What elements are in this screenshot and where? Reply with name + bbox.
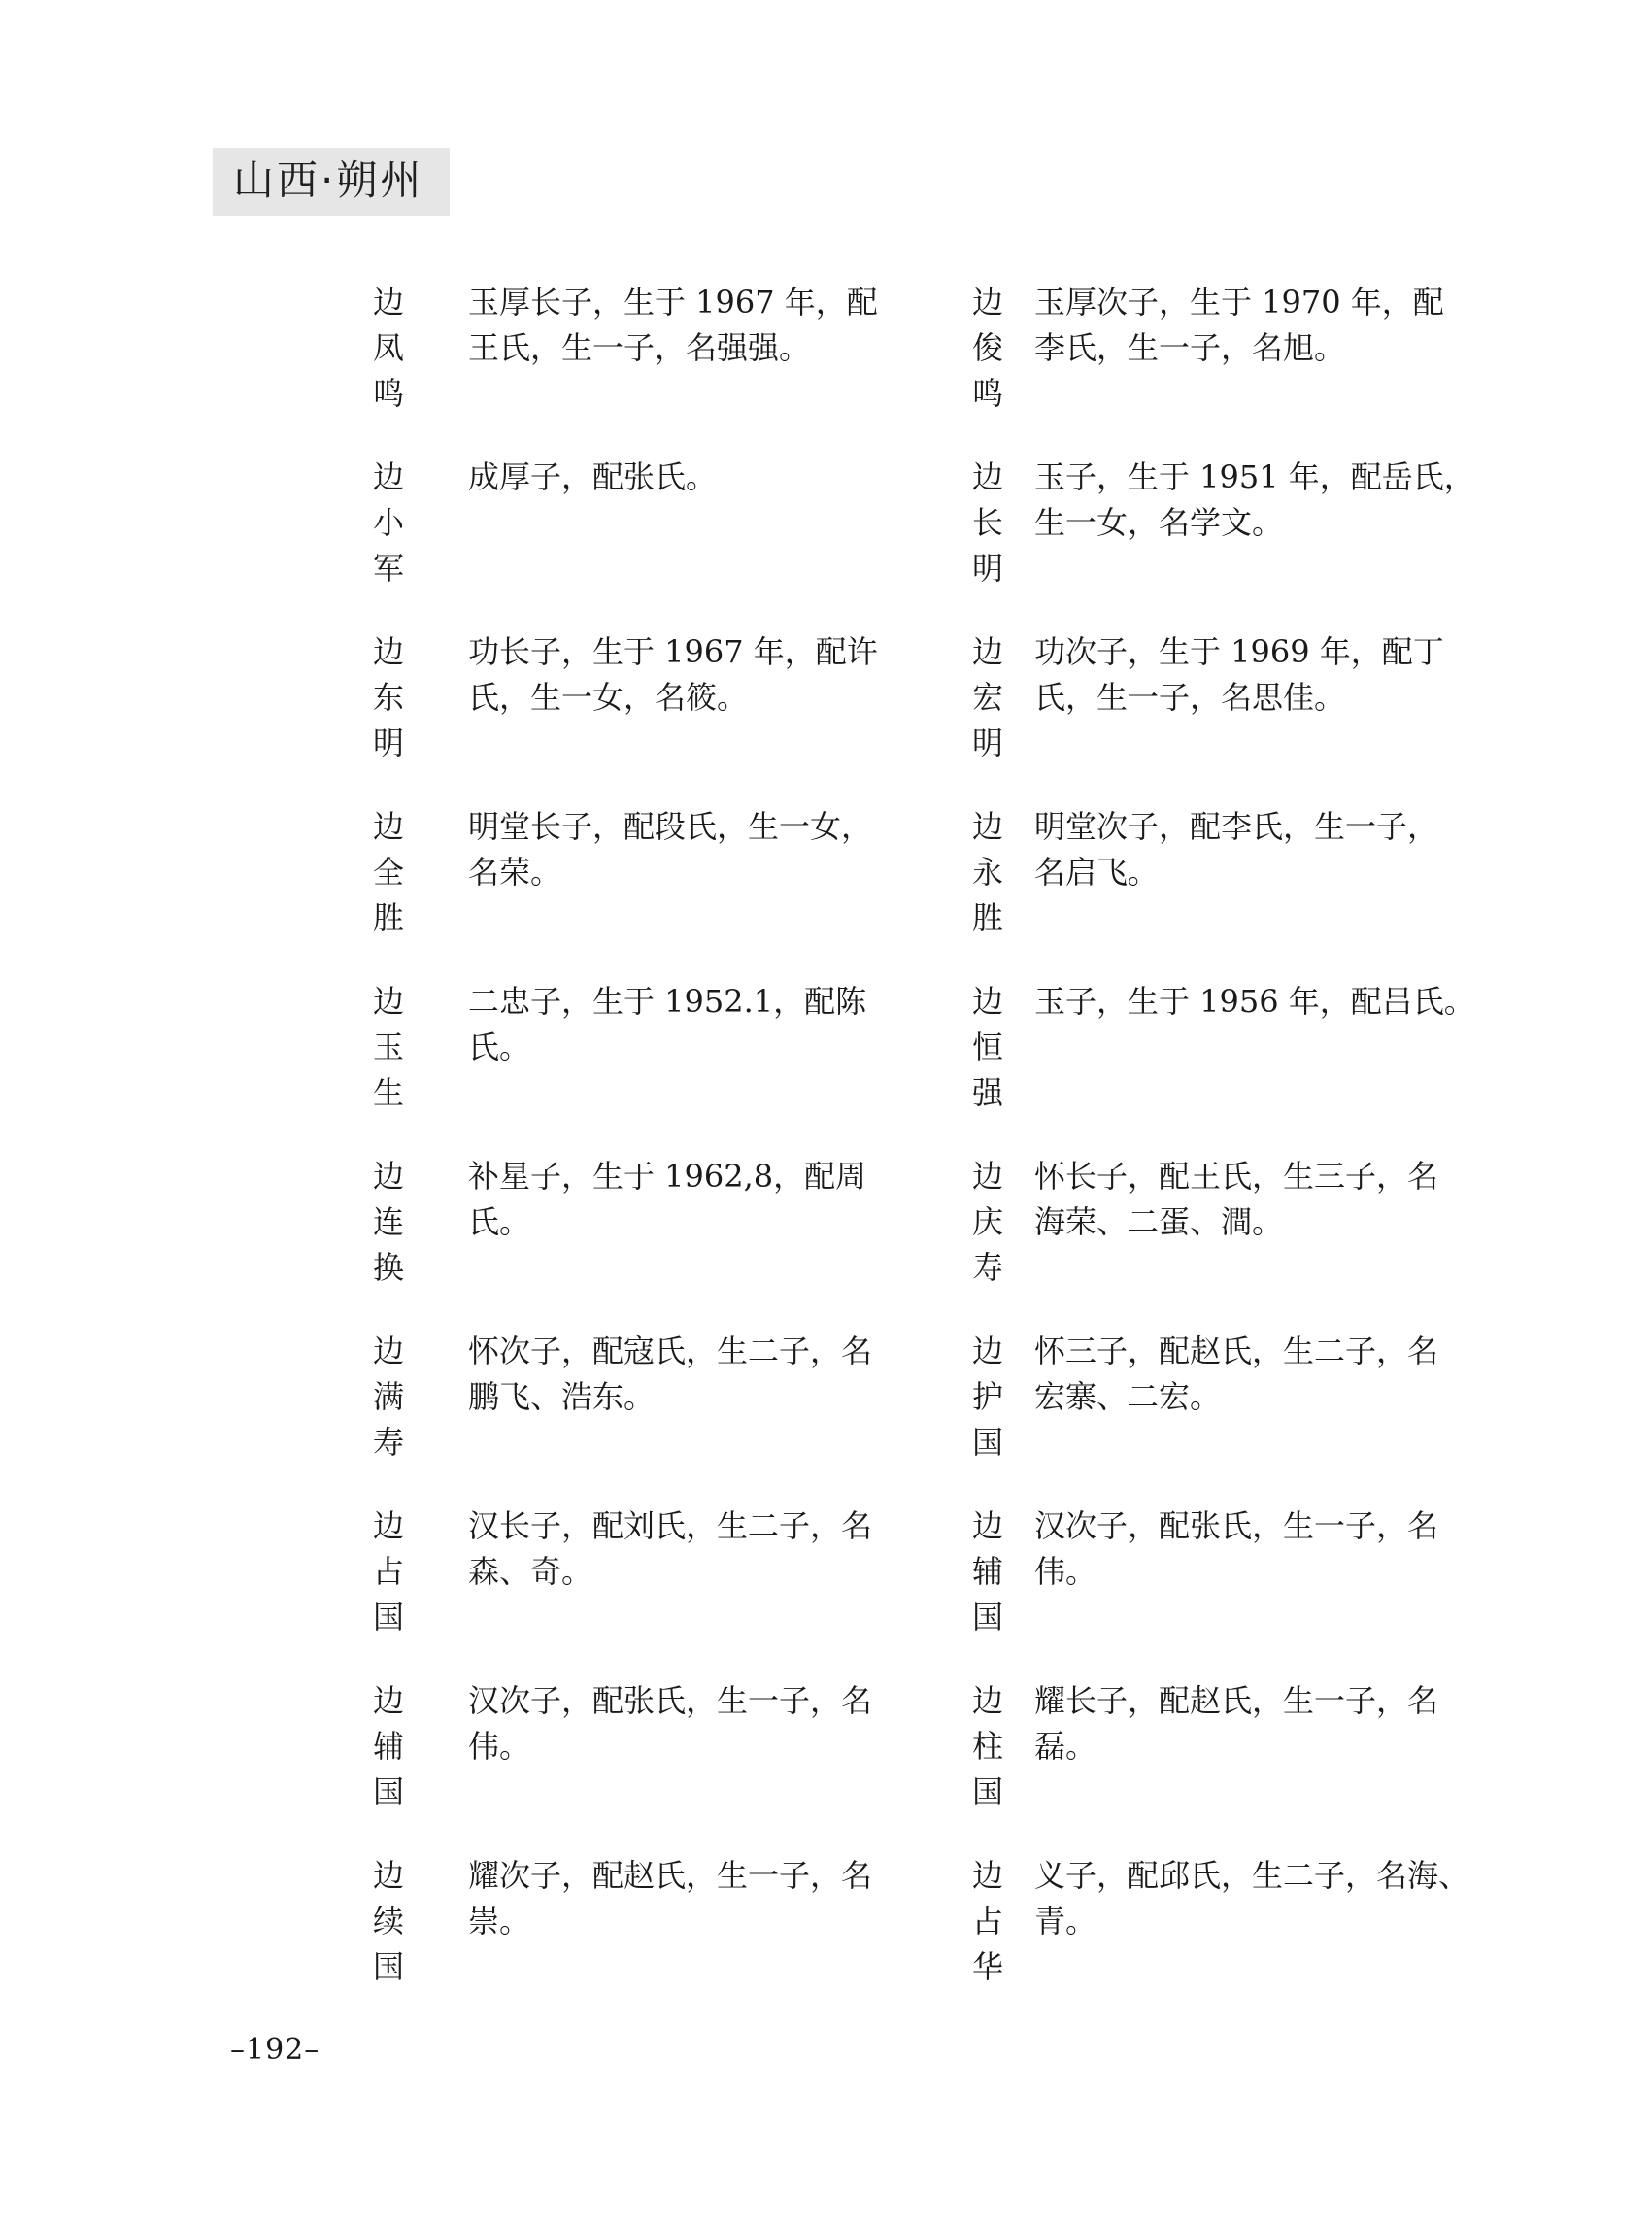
person-description: 耀长子，配赵氏，生一子，名 磊。	[1034, 1682, 1439, 1765]
genealogy-entry	[968, 804, 1512, 979]
genealogy-entry	[369, 629, 913, 804]
person-description: 义子，配邱氏，生二子，名海、 青。	[1034, 1857, 1470, 1939]
person-description: 补星子，生于 1962,8，配周 氏。	[468, 1158, 867, 1240]
person-description: 成厚子，配张氏。	[468, 458, 718, 495]
genealogy-entry	[968, 1678, 1512, 1853]
person-description: 明堂次子，配李氏，生一子， 名启飞。	[1034, 808, 1439, 891]
person-name: 边 玉 生	[372, 983, 404, 1111]
genealogy-entry	[968, 1329, 1512, 1503]
person-name: 边 占 国	[372, 1507, 404, 1636]
genealogy-entry	[369, 804, 913, 979]
genealogy-entry	[968, 455, 1512, 629]
person-description: 汉次子，配张氏，生一子，名 伟。	[1034, 1507, 1439, 1590]
genealogy-entry	[968, 979, 1512, 1154]
person-name: 边 护 国	[971, 1332, 1003, 1461]
genealogy-entry	[369, 1853, 913, 2028]
person-name: 边 占 华	[971, 1857, 1003, 1985]
person-name: 边 连 换	[372, 1158, 404, 1286]
person-name: 边 庆 寿	[971, 1158, 1003, 1286]
person-name: 边 小 军	[372, 458, 404, 587]
person-name: 边 辅 国	[971, 1507, 1003, 1636]
person-description: 功次子，生于 1969 年，配丁 氏，生一子，名思佳。	[1034, 633, 1444, 716]
person-description: 功长子，生于 1967 年，配许 氏，生一女，名筱。	[468, 633, 878, 716]
person-description: 耀次子，配赵氏，生一子，名 崇。	[468, 1857, 873, 1939]
person-name: 边 俊 鸣	[971, 284, 1003, 412]
person-description: 汉长子，配刘氏，生二子，名 森、奇。	[468, 1507, 873, 1590]
genealogy-entry	[968, 1503, 1512, 1678]
person-name: 边 满 寿	[372, 1332, 404, 1461]
person-name: 边 全 胜	[372, 808, 404, 936]
person-description: 明堂长子，配段氏，生一女， 名荣。	[468, 808, 873, 891]
person-name: 边 辅 国	[372, 1682, 404, 1810]
person-name: 边 宏 明	[971, 633, 1003, 761]
genealogy-entry	[369, 1154, 913, 1329]
person-description: 怀次子，配寇氏，生二子，名 鹏飞、浩东。	[468, 1332, 873, 1415]
genealogy-entry	[968, 280, 1512, 455]
genealogy-entry	[369, 280, 913, 455]
person-name: 边 长 明	[971, 458, 1003, 587]
person-name: 边 续 国	[372, 1857, 404, 1985]
person-description: 怀三子，配赵氏，生二子，名 宏寨、二宏。	[1034, 1332, 1439, 1415]
person-name: 边 东 明	[372, 633, 404, 761]
genealogy-entry	[968, 1154, 1512, 1329]
person-description: 二忠子，生于 1952.1，配陈 氏。	[468, 983, 867, 1065]
left-column	[369, 280, 913, 2028]
person-description: 汉次子，配张氏，生一子，名 伟。	[468, 1682, 873, 1765]
person-name: 边 恒 强	[971, 983, 1003, 1111]
genealogy-entry	[968, 629, 1512, 804]
person-description: 玉厚长子，生于 1967 年，配 王氏，生一子，名强强。	[468, 284, 878, 366]
person-name: 边 柱 国	[971, 1682, 1003, 1810]
genealogy-entry	[369, 979, 913, 1154]
right-column	[968, 280, 1512, 2028]
person-description: 玉厚次子，生于 1970 年，配 李氏，生一子，名旭。	[1034, 284, 1444, 366]
person-description: 玉子，生于 1951 年，配岳氏， 生一女，名学文。	[1034, 458, 1475, 541]
genealogy-entry	[369, 455, 913, 629]
person-name: 边 凤 鸣	[372, 284, 404, 412]
genealogy-entry	[968, 1853, 1512, 2028]
genealogy-entry	[369, 1503, 913, 1678]
page-header-title: 山西·朔州	[233, 156, 424, 204]
person-description: 怀长子，配王氏，生三子，名 海荣、二蛋、澗。	[1034, 1158, 1439, 1240]
genealogy-entry	[369, 1329, 913, 1503]
person-name: 边 永 胜	[971, 808, 1003, 936]
person-description: 玉子，生于 1956 年，配吕氏。	[1034, 983, 1475, 1020]
genealogy-entry	[369, 1678, 913, 1853]
page-number: –192–	[230, 2033, 320, 2067]
